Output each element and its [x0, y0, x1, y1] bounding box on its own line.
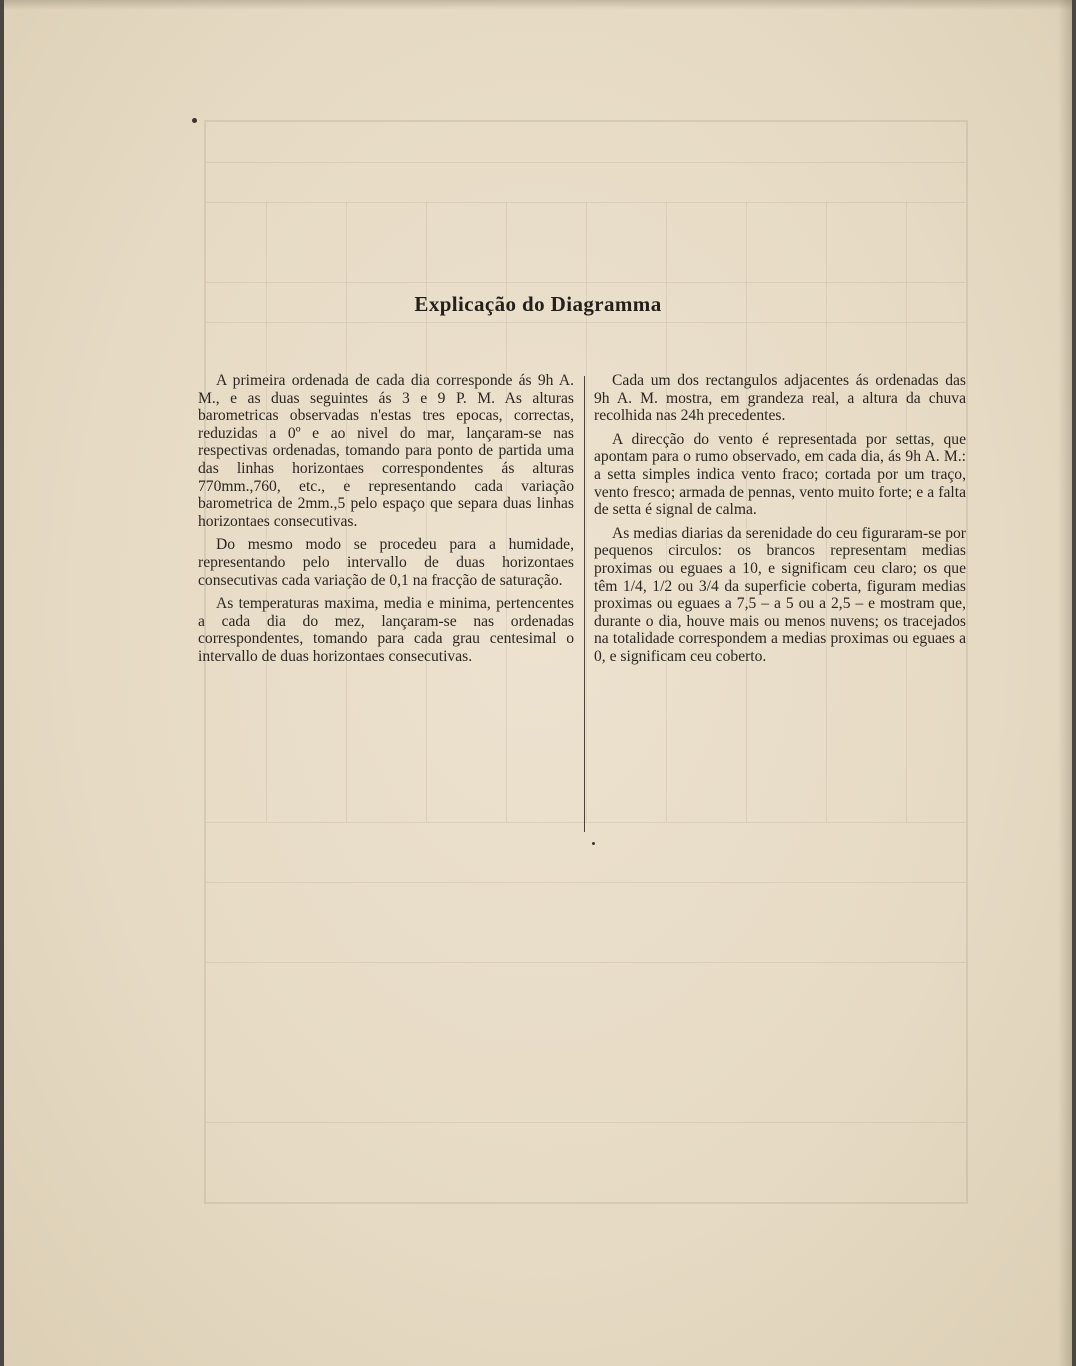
ink-speck [592, 842, 595, 845]
document-page [4, 0, 1072, 1366]
paragraph: As temperaturas maxima, media e minima, pertencentes a cada dia do mez, lançaram-se nas ordenadas correspondentes, tomando para cada grau centesimal o intervallo de duas horizontaes consecutivas. [198, 595, 574, 665]
ink-speck [192, 118, 197, 123]
paragraph: A primeira ordenada de cada dia corresponde ás 9h A. M., e as duas seguintes ás 3 e 9 P. M. As alturas barometricas observadas n'estas tres epocas, correctas, reduzidas a 0º e ao nivel do mar, lançaram-se nas respectivas ordenadas, tomando para ponto de partida uma das linhas horizontaes correspondentes ás alturas 770mm.,760, etc., e representando cada variação barometrica de 2mm.,5 pelo espaço que separa duas linhas horizontaes consecutivas. [198, 372, 574, 530]
page-title: Explicação do Diagramma [414, 292, 662, 316]
paragraph: Do mesmo modo se procedeu para a humidade, representando pelo intervallo de duas horizontaes consecutivas cada variação de 0,1 na fracção de saturação. [198, 536, 574, 589]
page-top-shadow [4, 0, 1072, 10]
right-column [594, 372, 966, 672]
paragraph: A direcção do vento é representada por settas, que apontam para o rumo observado, em cada dia, ás 9h A. M.: a setta simples indica vento fraco; cortada por um traço, vento fresco; armada de pennas, vento muito forte; e a falta de setta é signal de calma. [594, 430, 966, 519]
left-column [198, 372, 574, 672]
page-right-shadow [1058, 0, 1072, 1366]
paragraph: As medias diarias da serenidade do ceu figuraram-se por pequenos circulos: os brancos representam medias proximas ou eguaes a 10, e significam ceu claro; os que têm 1/4, 1/2 ou 3/4 da superficie coberta, figuram medias proximas ou eguaes a 7,5 – a 5 ou a 2,5 – e mostram que, durante o dia, houve mais ou menos nuvens; os tracejados na totalidade correspondem a medias proximas ou eguaes a 0, e significam ceu coberto. [594, 524, 966, 665]
column-divider [584, 376, 585, 832]
paragraph: Cada um dos rectangulos adjacentes ás ordenadas das 9h A. M. mostra, em grandeza real, a altura da chuva recolhida nas 24h precedentes. [594, 372, 966, 425]
